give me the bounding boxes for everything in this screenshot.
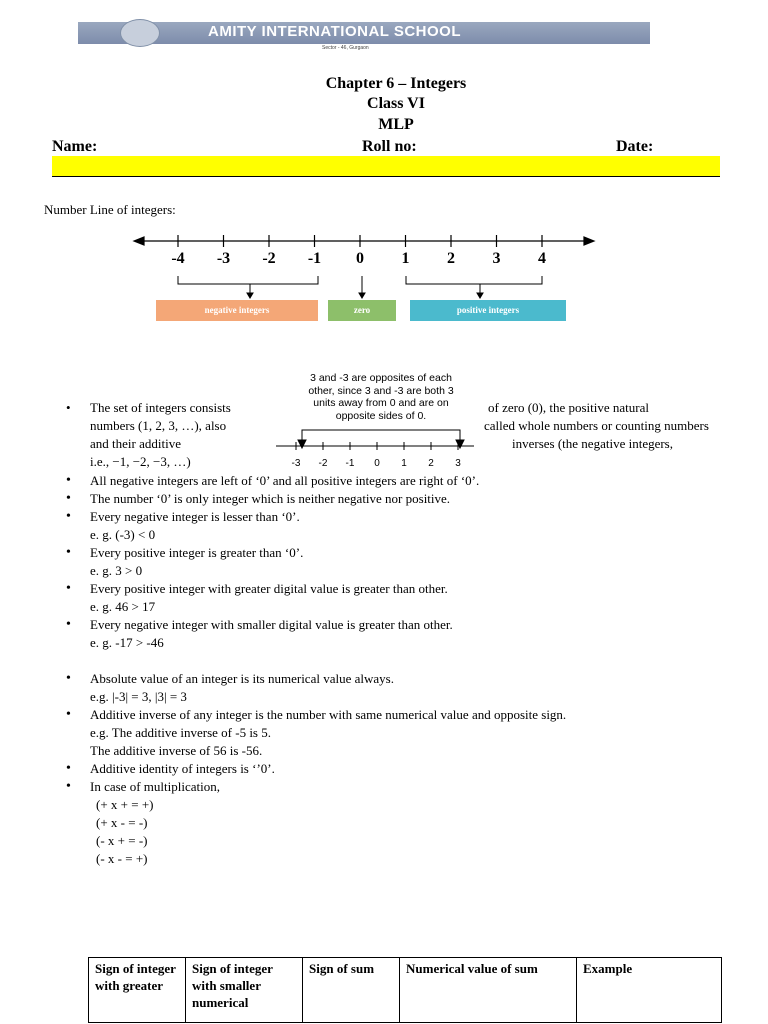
- table-row: [89, 958, 722, 1023]
- roll-label: Roll no:: [362, 138, 417, 155]
- tick-label: 0: [356, 250, 364, 267]
- list-item: • Every positive integer is greater than ‘0’.: [66, 544, 766, 562]
- header-cell: Example: [577, 958, 722, 1023]
- intro-line-1a: The set of integers consists: [90, 400, 231, 415]
- list-item: • Additive inverse of any integer is the number with same numerical value and opposite sign.: [66, 706, 766, 724]
- school-banner: [78, 22, 650, 51]
- school-name: AMITY INTERNATIONAL SCHOOL: [208, 23, 461, 40]
- highlight-bar: [52, 156, 720, 177]
- date-label: Date:: [616, 138, 654, 155]
- class-title: Class VI: [367, 95, 425, 112]
- sign-sum-table: [88, 957, 722, 1023]
- tick-label: -2: [262, 250, 276, 267]
- list-item: • Every negative integer is lesser than ‘0’.: [66, 508, 766, 526]
- opposites-note: 3 and -3 are opposites of each other, since 3 and -3 are both 3 units away from 0 and are on opposite sides of 0.: [308, 372, 454, 422]
- tick-label: -3: [216, 250, 231, 267]
- negative-integers-box: negative integers: [156, 300, 318, 321]
- header-cell: Sign of sum: [303, 958, 400, 1023]
- positive-bracket: [406, 276, 542, 284]
- example-line: e. g. -17 > -46: [90, 635, 164, 650]
- tick-label: -3: [291, 458, 301, 469]
- intro-line-3a: and their additive: [90, 436, 181, 451]
- number-line-caption: Number Line of integers:: [44, 202, 176, 217]
- opposites-figure: [270, 424, 480, 472]
- tick-label: 2: [428, 458, 434, 469]
- example-line: e. g. (-3) < 0: [90, 527, 156, 542]
- intro-line-4: i.e., −1, −2, −3, …): [90, 454, 191, 469]
- tick-label: 1: [401, 458, 407, 469]
- negative-arrow-icon: [247, 293, 253, 298]
- spacer: [66, 652, 766, 670]
- sign-rule: (- x - = +): [96, 851, 148, 866]
- chapter-title: Chapter 6 – Integers: [325, 75, 467, 92]
- list-item: • In case of multiplication,: [66, 778, 766, 796]
- intro-bullet-marker: •: [66, 400, 71, 415]
- intro-line-2b: called whole numbers or counting numbers: [484, 418, 709, 433]
- opposites-left-arrow-icon: [298, 440, 306, 448]
- example-line: e.g. The additive inverse of -5 is 5.: [90, 725, 271, 740]
- name-label: Name:: [52, 138, 98, 155]
- tick-label: 2: [447, 250, 455, 267]
- example-line: e. g. 46 > 17: [90, 599, 156, 614]
- tick-label: -1: [345, 458, 355, 469]
- tick-label: -2: [318, 458, 328, 469]
- tick-label: 3: [492, 250, 501, 267]
- mlp-title: MLP: [378, 116, 414, 133]
- list-item: • Every negative integer with smaller digital value is greater than other.: [66, 616, 766, 634]
- list-item: • Additive identity of integers is ‘’0’.: [66, 760, 766, 778]
- positive-integers-box: positive integers: [410, 300, 566, 321]
- list-item: • Every positive integer with greater digital value is greater than other.: [66, 580, 766, 598]
- axis-right-arrow-icon: [584, 237, 594, 245]
- sign-rule: (+ x - = -): [96, 815, 148, 830]
- opposites-right-arrow-icon: [456, 440, 464, 448]
- example-line: e. g. 3 > 0: [90, 563, 143, 578]
- tick-label: 4: [538, 250, 546, 267]
- example-line: The additive inverse of 56 is -56.: [90, 743, 263, 758]
- zero-box: zero: [328, 300, 396, 321]
- tick-label: -4: [171, 250, 185, 267]
- sign-rule: (+ x + = +): [96, 797, 154, 812]
- list-item: • The number ‘0’ is only integer which is neither negative nor positive.: [66, 490, 766, 508]
- intro-line-2a: numbers (1, 2, 3, …), also: [90, 418, 227, 433]
- header-cell: Numerical value of sum: [400, 958, 577, 1023]
- zero-arrow-icon: [359, 293, 365, 298]
- school-logo-icon: [120, 19, 160, 47]
- example-line: e.g. |-3| = 3, |3| = 3: [90, 689, 187, 704]
- axis-left-arrow-icon: [134, 237, 144, 245]
- positive-arrow-icon: [477, 293, 483, 298]
- tick-label: -1: [307, 250, 322, 267]
- intro-line-3b: inverses (the negative integers,: [512, 436, 673, 451]
- tick-label: 1: [401, 250, 410, 267]
- rules-list: [66, 472, 766, 868]
- header-cell: Sign of integer with greater: [89, 958, 186, 1023]
- list-item: • Absolute value of an integer is its numerical value always.: [66, 670, 766, 688]
- sign-rule: (- x + = -): [96, 833, 148, 848]
- tick-label: 3: [455, 458, 461, 469]
- intro-line-1b: of zero (0), the positive natural: [488, 400, 649, 415]
- header-cell: Sign of integer with smaller numerical: [186, 958, 303, 1023]
- school-address: Sector - 46, Gurgaon: [322, 45, 369, 51]
- tick-label: 0: [374, 458, 380, 469]
- negative-bracket: [178, 276, 318, 284]
- list-item: • All negative integers are left of ‘0’ and all positive integers are right of ‘0’.: [66, 472, 766, 490]
- opposites-span: [302, 430, 460, 444]
